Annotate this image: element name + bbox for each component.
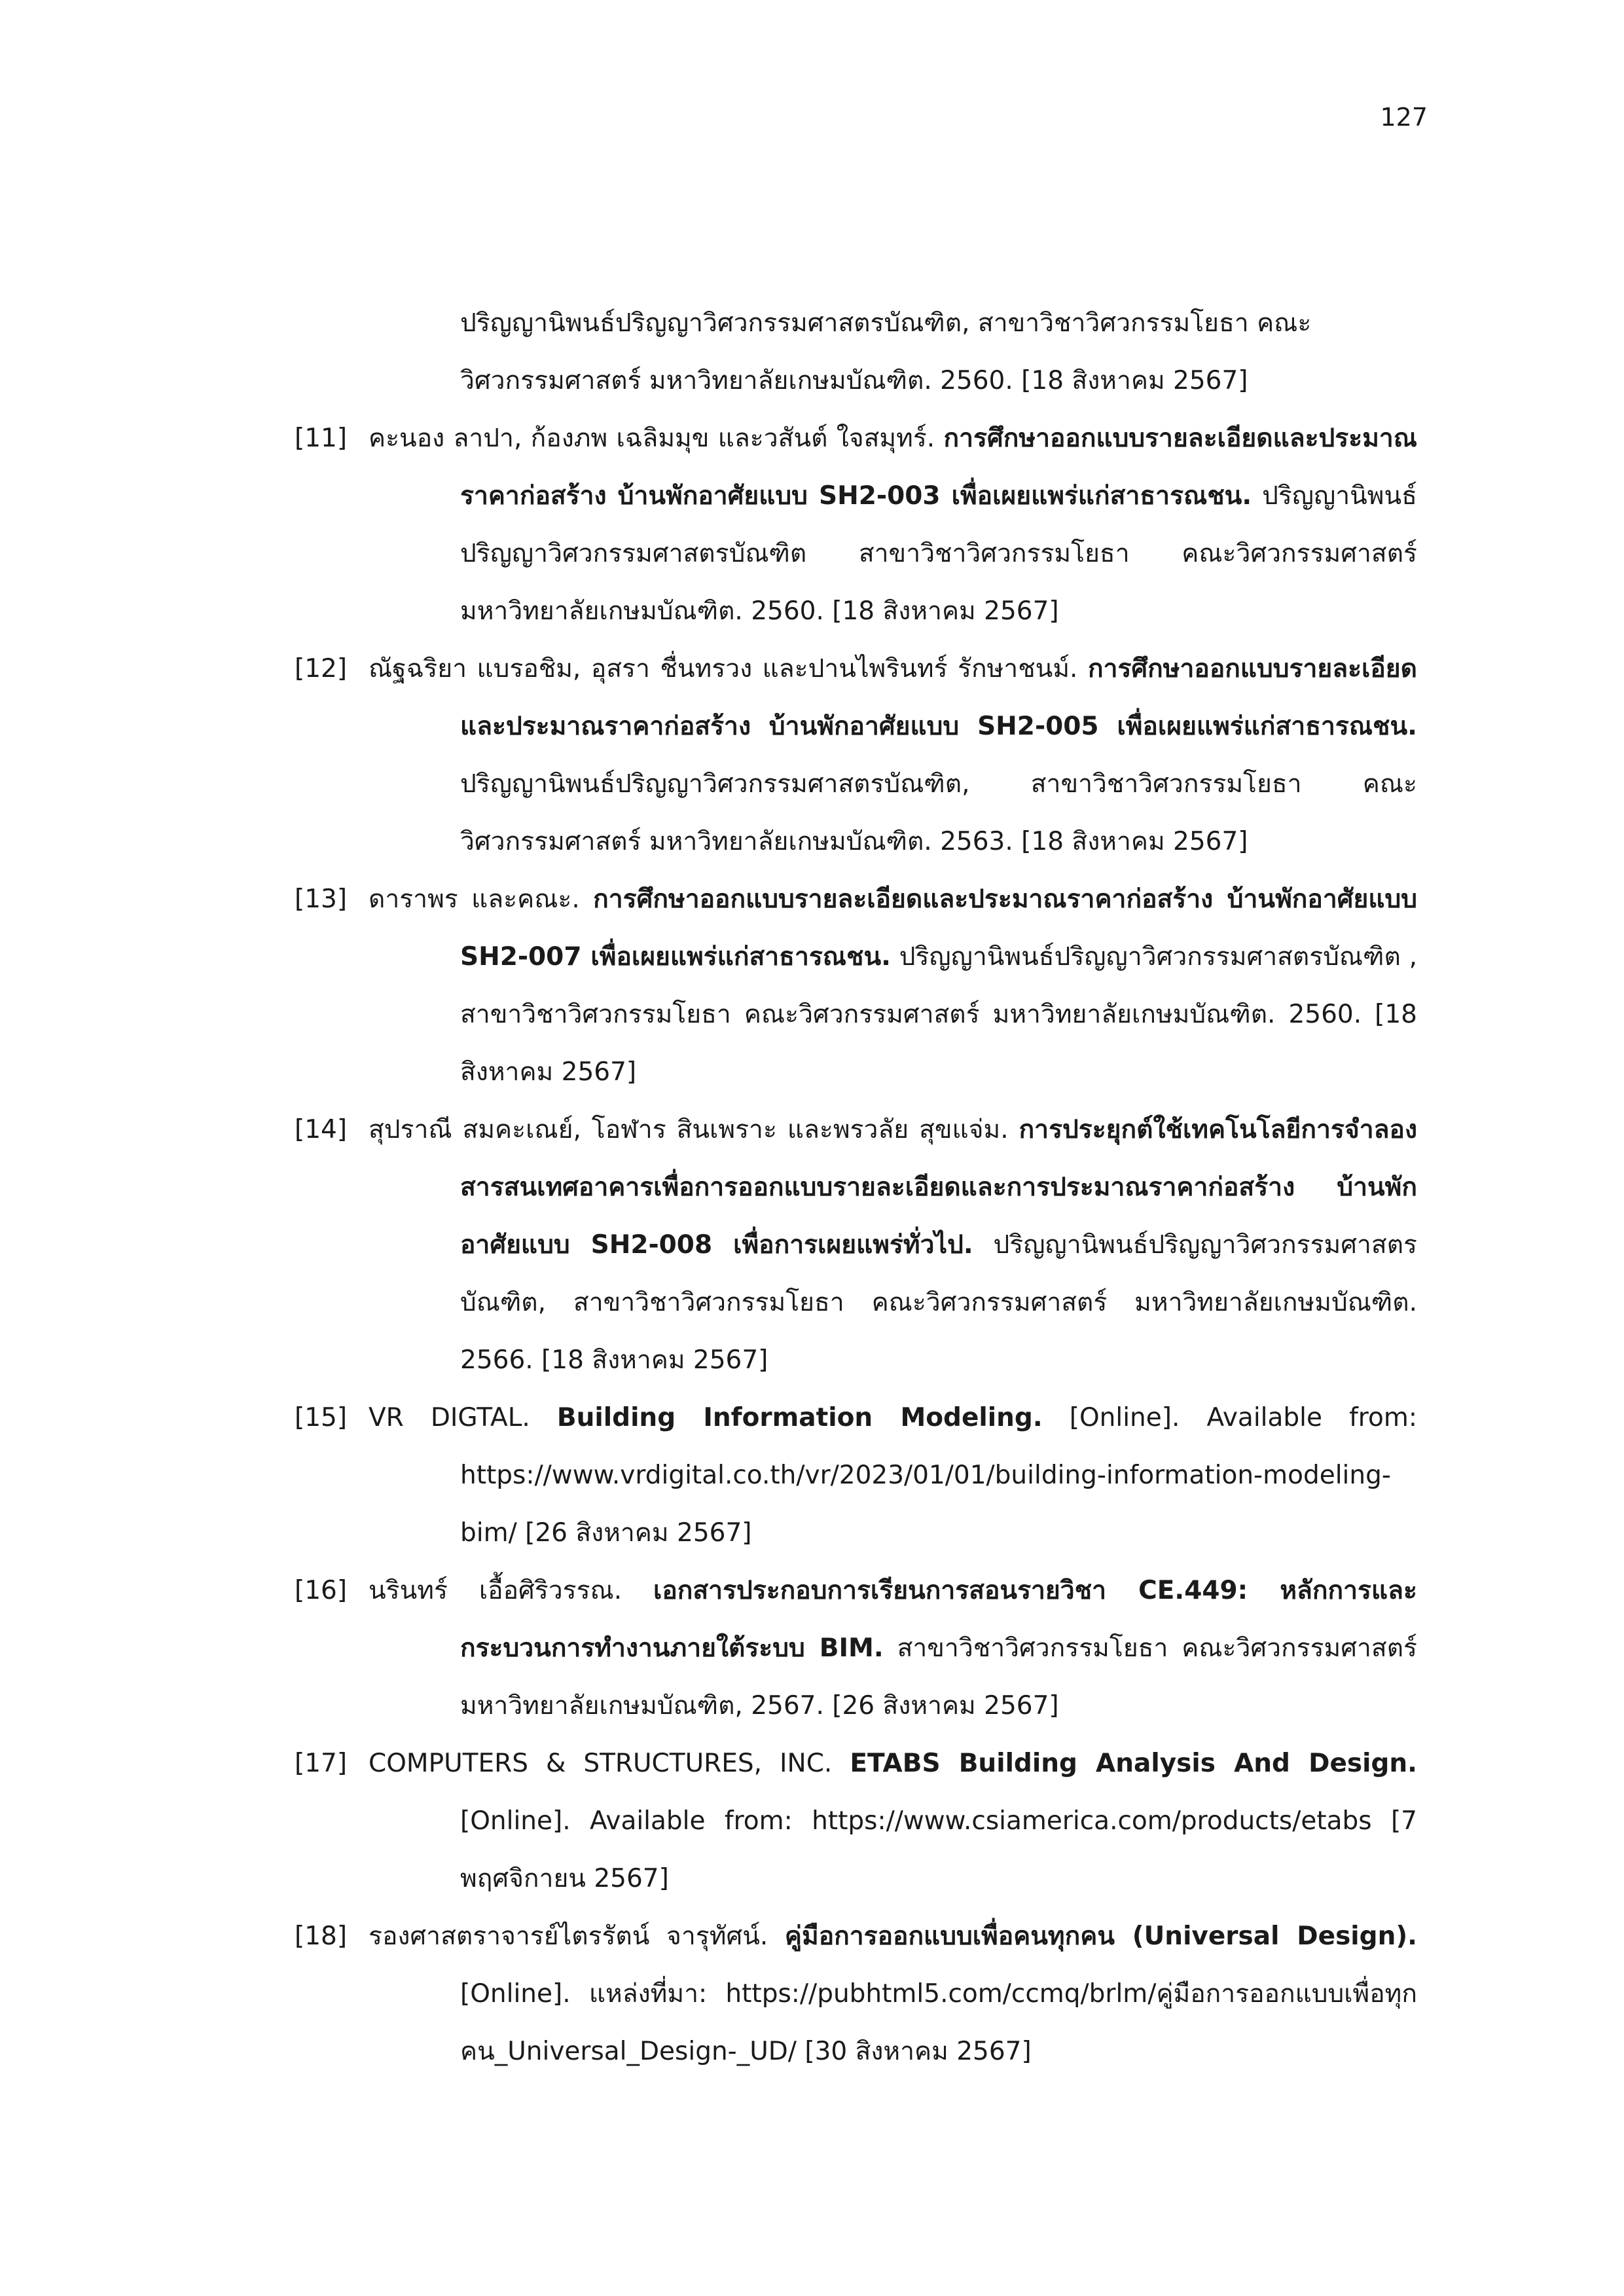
reference-item bbox=[295, 1908, 1417, 2081]
reference-continuation bbox=[295, 295, 1417, 410]
continuation-line-1: ปริญญานิพนธ์ปริญญาวิศวกรรมศาสตรบัณฑิต, สาขาวิชาวิศวกรรมโยธา คณะ bbox=[460, 308, 1312, 338]
reference-number: [13] bbox=[295, 884, 348, 914]
reference-number: [12] bbox=[295, 654, 348, 683]
reference-details: ปริญญานิพนธ์ปริญญาวิศวกรรมศาสตรบัณฑิต , สาขาวิชาวิศวกรรมโยธา คณะวิศวกรรมศาสตร์ มหาวิทยาลัยเกษมบัณฑิต. 2560. [18 สิงหาคม 2567] bbox=[460, 942, 1417, 1087]
reference-list bbox=[295, 295, 1417, 2081]
reference-item bbox=[295, 640, 1417, 871]
continuation-line-2: วิศวกรรมศาสตร์ มหาวิทยาลัยเกษมบัณฑิต. 2560. [18 สิงหาคม 2567] bbox=[460, 366, 1248, 395]
reference-item bbox=[295, 410, 1417, 640]
reference-item bbox=[295, 1562, 1417, 1735]
reference-title: การศึกษาออกแบบรายละเอียดและประมาณราคาก่อสร้าง บ้านพักอาศัยแบบ SH2-003 เพื่อเผยแพร่แก่สาธารณชน. bbox=[460, 424, 1417, 511]
reference-number: [14] bbox=[295, 1115, 348, 1144]
reference-authors: นรินทร์ เอื้อศิริวรรณ. bbox=[369, 1576, 654, 1605]
reference-details: [Online]. แหล่งที่มา: https://pubhtml5.com/ccmq/brlm/คู่มือการออกแบบเพื่อทุกคน_Universal_Design-_UD/ [30 สิงหาคม 2567] bbox=[460, 1979, 1417, 2066]
reference-item bbox=[295, 1389, 1417, 1562]
reference-number: [18] bbox=[295, 1922, 348, 1951]
reference-title: คู่มือการออกแบบเพื่อคนทุกคน (Universal Design). bbox=[784, 1922, 1417, 1951]
reference-title: การศึกษาออกแบบรายละเอียดและประมาณราคาก่อสร้าง บ้านพักอาศัยแบบ SH2-005 เพื่อเผยแพร่แก่สาธารณชน. bbox=[460, 654, 1417, 741]
reference-item bbox=[295, 1735, 1417, 1908]
reference-authors: VR DIGTAL. bbox=[369, 1403, 557, 1432]
reference-title: การประยุกต์ใช้เทคโนโลยีการจำลองสารสนเทศอาคารเพื่อการออกแบบรายละเอียดและการประมาณราคาก่อสร้าง บ้านพักอาศัยแบบ SH2-008 เพื่อการเผยแพร่ทั่วไป. bbox=[460, 1115, 1417, 1260]
reference-details: ปริญญานิพนธ์ปริญญาวิศวกรรมศาสตรบัณฑิต สาขาวิชาวิศวกรรมโยธา คณะวิศวกรรมศาสตร์ มหาวิทยาลัยเกษมบัณฑิต. 2560. [18 สิงหาคม 2567] bbox=[460, 481, 1417, 626]
reference-authors: คะนอง ลาปา, ก้องภพ เฉลิมมุข และวสันต์ ใจสมุทร์. bbox=[369, 424, 944, 453]
reference-item bbox=[295, 1101, 1417, 1389]
reference-title: การศึกษาออกแบบรายละเอียดและประมาณราคาก่อสร้าง บ้านพักอาศัยแบบ SH2-007 เพื่อเผยแพร่แก่สาธารณชน. bbox=[460, 884, 1417, 972]
reference-item bbox=[295, 871, 1417, 1101]
reference-title: Building Information Modeling. bbox=[556, 1403, 1043, 1432]
reference-details: [Online]. Available from: https://www.csiamerica.com/products/etabs [7 พฤศจิกายน 2567] bbox=[460, 1806, 1417, 1893]
reference-authors: ดาราพร และคณะ. bbox=[369, 884, 594, 914]
reference-number: [17] bbox=[295, 1749, 348, 1778]
reference-title: เอกสารประกอบการเรียนการสอนรายวิชา CE.449: หลักการและกระบวนการทำงานภายใต้ระบบ BIM. bbox=[460, 1576, 1417, 1663]
reference-authors: สุปราณี สมคะเณย์, โอฬาร สินเพราะ และพรวลัย สุขแจ่ม. bbox=[369, 1115, 1019, 1144]
reference-authors: ณัฐฉริยา แบรอชิม, อุสรา ชื่นทรวง และปานไพรินทร์ รักษาชนม์. bbox=[369, 654, 1088, 683]
reference-number: [15] bbox=[295, 1403, 348, 1432]
reference-details: ปริญญานิพนธ์ปริญญาวิศวกรรมศาสตรบัณฑิต, สาขาวิชาวิศวกรรมโยธา คณะวิศวกรรมศาสตร์ มหาวิทยาลัยเกษมบัณฑิต. 2563. [18 สิงหาคม 2567] bbox=[460, 769, 1417, 856]
reference-details: สาขาวิชาวิศวกรรมโยธา คณะวิศวกรรมศาสตร์ มหาวิทยาลัยเกษมบัณฑิต, 2567. [26 สิงหาคม 2567] bbox=[460, 1633, 1417, 1721]
reference-title: ETABS Building Analysis And Design. bbox=[850, 1749, 1417, 1778]
reference-details: [Online]. Available from: https://www.vrdigital.co.th/vr/2023/01/01/building-information-modeling-bim/ [26 สิงหาคม 2567] bbox=[460, 1403, 1417, 1548]
reference-authors: รองศาสตราจารย์ไตรรัตน์ จารุทัศน์. bbox=[369, 1922, 785, 1951]
reference-details: ปริญญานิพนธ์ปริญญาวิศวกรรมศาสตรบัณฑิต, สาขาวิชาวิศวกรรมโยธา คณะวิศวกรรมศาสตร์ มหาวิทยาลัยเกษมบัณฑิต. 2566. [18 สิงหาคม 2567] bbox=[460, 1230, 1417, 1375]
reference-number: [11] bbox=[295, 424, 348, 453]
reference-number: [16] bbox=[295, 1576, 348, 1605]
page-number: 127 bbox=[1380, 103, 1428, 132]
reference-authors: COMPUTERS & STRUCTURES, INC. bbox=[369, 1749, 850, 1778]
